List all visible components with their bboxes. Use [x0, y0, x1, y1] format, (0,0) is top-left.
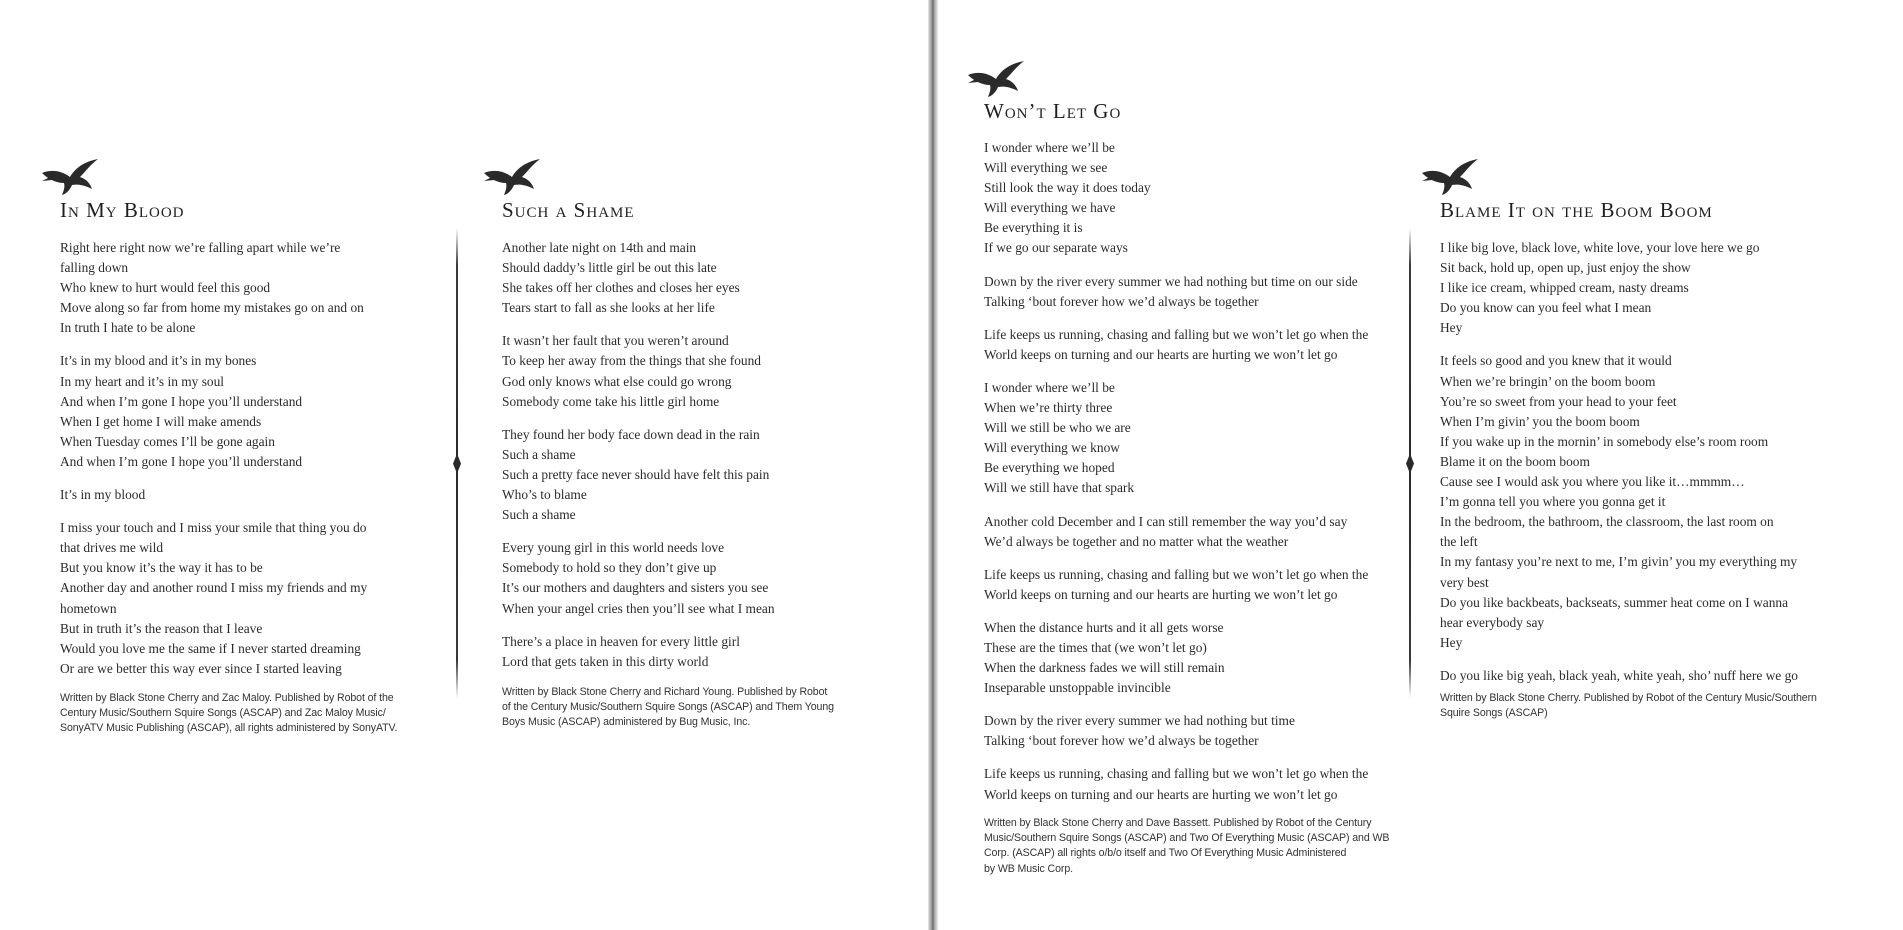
- lyric-line: To keep her away from the things that she found: [502, 353, 761, 369]
- lyric-line: It’s in my blood: [60, 487, 146, 503]
- lyric-line: Another day and another round I miss my friends and my: [60, 580, 368, 596]
- lyric-line: I like ice cream, whipped cream, nasty dreams: [1440, 280, 1689, 296]
- lyric-line: When your angel cries then you’ll see what I mean: [502, 600, 775, 616]
- lyric-line: falling down: [60, 260, 129, 276]
- swallow-icon: [482, 157, 546, 197]
- lyric-line: Do you like big yeah, black yeah, white yeah, sho’ nuff here we go: [1440, 667, 1798, 683]
- lyric-line: If we go our separate ways: [984, 240, 1128, 256]
- lyric-line: Tears start to fall as she looks at her life: [502, 300, 715, 316]
- lyric-line: Hey: [1440, 634, 1463, 650]
- lyric-line: In my fantasy you’re next to me, I’m givin’ you my everything my: [1440, 554, 1798, 570]
- lyric-line: Lord that gets taken in this dirty world: [502, 653, 709, 669]
- lyric-line: Will everything we know: [984, 440, 1120, 456]
- lyric-line: Who’s to blame: [502, 487, 587, 503]
- song-title: In My Blood: [60, 198, 185, 222]
- lyric-line: World keeps on turning and our hearts are hurting we won’t let go: [984, 586, 1338, 602]
- swallow-icon: [966, 59, 1030, 99]
- lyric-line: very best: [1440, 574, 1489, 590]
- lyric-line: Will everything we see: [984, 160, 1108, 176]
- lyric-line: Blame it on the boom boom: [1440, 453, 1590, 469]
- song-lyrics: [1440, 238, 1798, 699]
- lyric-line: In truth I hate to be alone: [60, 320, 196, 336]
- stanza: [984, 764, 1368, 804]
- credit-line: Squire Songs (ASCAP): [1440, 707, 1548, 720]
- lyric-line: God only knows what else could go wrong: [502, 373, 732, 389]
- lyric-line: Do you know can you feel what I mean: [1440, 300, 1652, 316]
- lyric-line: Down by the river every summer we had nothing but time on our side: [984, 273, 1358, 289]
- stanza: [502, 238, 775, 318]
- lyric-line: Life keeps us running, chasing and falling but we won’t let go when the: [984, 566, 1369, 582]
- song-title: Such a Shame: [502, 198, 635, 222]
- lyric-line: Or are we better this way ever since I started leaving: [60, 660, 342, 676]
- lyric-line: I’m gonna tell you where you gonna get it: [1440, 494, 1666, 510]
- lyric-line: They found her body face down dead in the rain: [502, 426, 760, 442]
- lyric-line: Will we still be who we are: [984, 420, 1131, 436]
- credit-line: by WB Music Corp.: [984, 862, 1073, 875]
- column-divider-right: [1409, 228, 1411, 698]
- song-title: Blame It on the Boom Boom: [1440, 198, 1713, 222]
- lyric-line: Talking ‘bout forever how we’d always be together: [984, 733, 1259, 749]
- stanza: [502, 538, 775, 618]
- lyric-line: Do you like backbeats, backseats, summer heat come on I wanna: [1440, 594, 1789, 610]
- credit-line: Corp. (ASCAP) all rights o/b/o itself and Two Of Everything Music Administered: [984, 847, 1347, 860]
- stanza: [984, 378, 1368, 499]
- lyric-line: And when I’m gone I hope you’ll understand: [60, 393, 303, 409]
- swallow-icon: [40, 157, 104, 197]
- stanza: [502, 632, 775, 672]
- song-credits: [984, 816, 1389, 877]
- song-credits: [502, 685, 834, 731]
- lyric-line: Talking ‘bout forever how we’d always be together: [984, 293, 1259, 309]
- credit-line: SonyATV Music Publishing (ASCAP), all rights administered by SonyATV.: [60, 722, 398, 735]
- lyric-line: the left: [1440, 534, 1478, 550]
- stanza: [60, 238, 367, 338]
- lyric-line: It feels so good and you knew that it would: [1440, 353, 1672, 369]
- lyric-line: But in truth it’s the reason that I leave: [60, 620, 263, 636]
- lyric-line: that drives me wild: [60, 540, 164, 556]
- song-lyrics: [60, 238, 367, 692]
- lyric-line: hear everybody say: [1440, 614, 1545, 630]
- lyric-line: But you know it’s the way it has to be: [60, 560, 263, 576]
- lyric-line: When the distance hurts and it all gets worse: [984, 619, 1224, 635]
- lyric-line: I wonder where we’ll be: [984, 140, 1115, 155]
- stanza: [984, 325, 1368, 365]
- song-title: Won’t Let Go: [984, 99, 1122, 123]
- column-divider-left: [456, 228, 458, 698]
- stanza: [60, 518, 367, 679]
- lyric-line: Another cold December and I can still remember the way you’d say: [984, 513, 1348, 529]
- lyric-line: It wasn’t her fault that you weren’t around: [502, 333, 729, 349]
- lyric-line: You’re so sweet from your head to your feet: [1440, 393, 1677, 409]
- lyric-line: Right here right now we’re falling apart while we’re: [60, 240, 341, 255]
- lyric-line: Somebody come take his little girl home: [502, 393, 720, 409]
- credit-line: Century Music/Southern Squire Songs (ASCAP) and Zac Maloy Music/: [60, 707, 386, 720]
- lyric-line: I wonder where we’ll be: [984, 379, 1115, 395]
- lyric-line: When I get home I will make amends: [60, 413, 262, 429]
- lyric-line: Should daddy’s little girl be out this late: [502, 260, 717, 276]
- credit-line: Written by Black Stone Cherry and Zac Maloy. Published by Robot of the: [60, 692, 394, 704]
- stanza: [502, 331, 775, 411]
- lyric-line: Be everything we hoped: [984, 460, 1115, 476]
- stanza: [984, 618, 1368, 698]
- lyric-line: Sit back, hold up, open up, just enjoy the show: [1440, 260, 1691, 276]
- credit-line: Written by Black Stone Cherry and Richard Young. Published by Robot: [502, 686, 828, 698]
- stanza: [984, 565, 1368, 605]
- lyric-line: Cause see I would ask you where you like it…mmmm…: [1440, 474, 1745, 490]
- lyric-line: World keeps on turning and our hearts are hurting we won’t let go: [984, 346, 1338, 362]
- lyric-line: hometown: [60, 600, 117, 616]
- lyric-line: It’s in my blood and it’s in my bones: [60, 353, 257, 369]
- lyric-line: Such a pretty face never should have felt this pain: [502, 466, 770, 482]
- stanza: [1440, 666, 1798, 686]
- stanza: [984, 512, 1368, 552]
- lyric-line: She takes off her clothes and closes her eyes: [502, 280, 740, 296]
- lyric-line: I miss your touch and I miss your smile that thing you do: [60, 520, 367, 536]
- lyric-line: Move along so far from home my mistakes go on and on: [60, 300, 364, 316]
- lyric-line: When we’re bringin’ on the boom boom: [1440, 373, 1656, 389]
- stanza: [1440, 351, 1798, 652]
- song-credits: [1440, 691, 1817, 721]
- lyric-line: When we’re thirty three: [984, 400, 1113, 416]
- credit-line: of the Century Music/Southern Squire Songs (ASCAP) and Them Young: [502, 701, 834, 714]
- lyric-line: When the darkness fades we will still remain: [984, 660, 1225, 676]
- swallow-icon: [1420, 157, 1484, 197]
- stanza: [984, 711, 1368, 751]
- lyric-line: In my heart and it’s in my soul: [60, 373, 225, 389]
- lyric-line: Inseparable unstoppable invincible: [984, 680, 1171, 696]
- lyric-line: Life keeps us running, chasing and falling but we won’t let go when the: [984, 326, 1369, 342]
- song-lyrics: [984, 138, 1368, 818]
- stanza: [60, 351, 367, 472]
- booklet-spine: [928, 0, 938, 930]
- lyric-line: Such a shame: [502, 507, 576, 523]
- lyric-line: Will we still have that spark: [984, 480, 1135, 496]
- lyric-line: We’d always be together and no matter what the weather: [984, 533, 1289, 549]
- credit-line: Music/Southern Squire Songs (ASCAP) and Two Of Everything Music (ASCAP) and WB: [984, 832, 1390, 845]
- lyric-line: When I’m givin’ you the boom boom: [1440, 413, 1640, 429]
- lyric-line: Somebody to hold so they don’t give up: [502, 560, 717, 576]
- lyric-line: And when I’m gone I hope you’ll understand: [60, 453, 303, 469]
- lyric-line: Hey: [1440, 320, 1463, 336]
- lyric-line: Who knew to hurt would feel this good: [60, 280, 271, 296]
- lyric-line: Still look the way it does today: [984, 180, 1151, 196]
- lyric-line: Down by the river every summer we had nothing but time: [984, 713, 1295, 729]
- stanza: [502, 425, 775, 525]
- stanza: [984, 138, 1368, 259]
- lyric-line: It’s our mothers and daughters and sisters you see: [502, 580, 769, 596]
- lyric-line: Be everything it is: [984, 220, 1083, 236]
- lyric-line: In the bedroom, the bathroom, the classroom, the last room on: [1440, 514, 1774, 530]
- lyric-line: Such a shame: [502, 446, 576, 462]
- credit-line: Boys Music (ASCAP) administered by Bug Music, Inc.: [502, 716, 751, 729]
- lyric-line: When Tuesday comes I’ll be gone again: [60, 433, 275, 449]
- song-credits: [60, 691, 397, 737]
- lyric-line: If you wake up in the mornin’ in somebody else’s room room: [1440, 433, 1769, 449]
- stanza: [984, 272, 1368, 312]
- lyric-line: Would you love me the same if I never started dreaming: [60, 640, 361, 656]
- lyric-line: I like big love, black love, white love, your love here we go: [1440, 240, 1760, 255]
- credit-line: Written by Black Stone Cherry and Dave Bassett. Published by Robot of the Century: [984, 817, 1372, 829]
- lyric-line: World keeps on turning and our hearts are hurting we won’t let go: [984, 786, 1338, 802]
- stanza: [60, 485, 367, 505]
- credit-line: Written by Black Stone Cherry. Published by Robot of the Century Music/Southern: [1440, 692, 1817, 704]
- lyric-line: These are the times that (we won’t let go): [984, 639, 1207, 655]
- lyric-line: Will everything we have: [984, 200, 1116, 216]
- lyric-line: Life keeps us running, chasing and falling but we won’t let go when the: [984, 766, 1369, 782]
- song-lyrics: [502, 238, 775, 685]
- lyric-line: Every young girl in this world needs love: [502, 540, 725, 556]
- lyric-line: Another late night on 14th and main: [502, 240, 697, 255]
- stanza: [1440, 238, 1798, 338]
- lyric-line: There’s a place in heaven for every little girl: [502, 633, 740, 649]
